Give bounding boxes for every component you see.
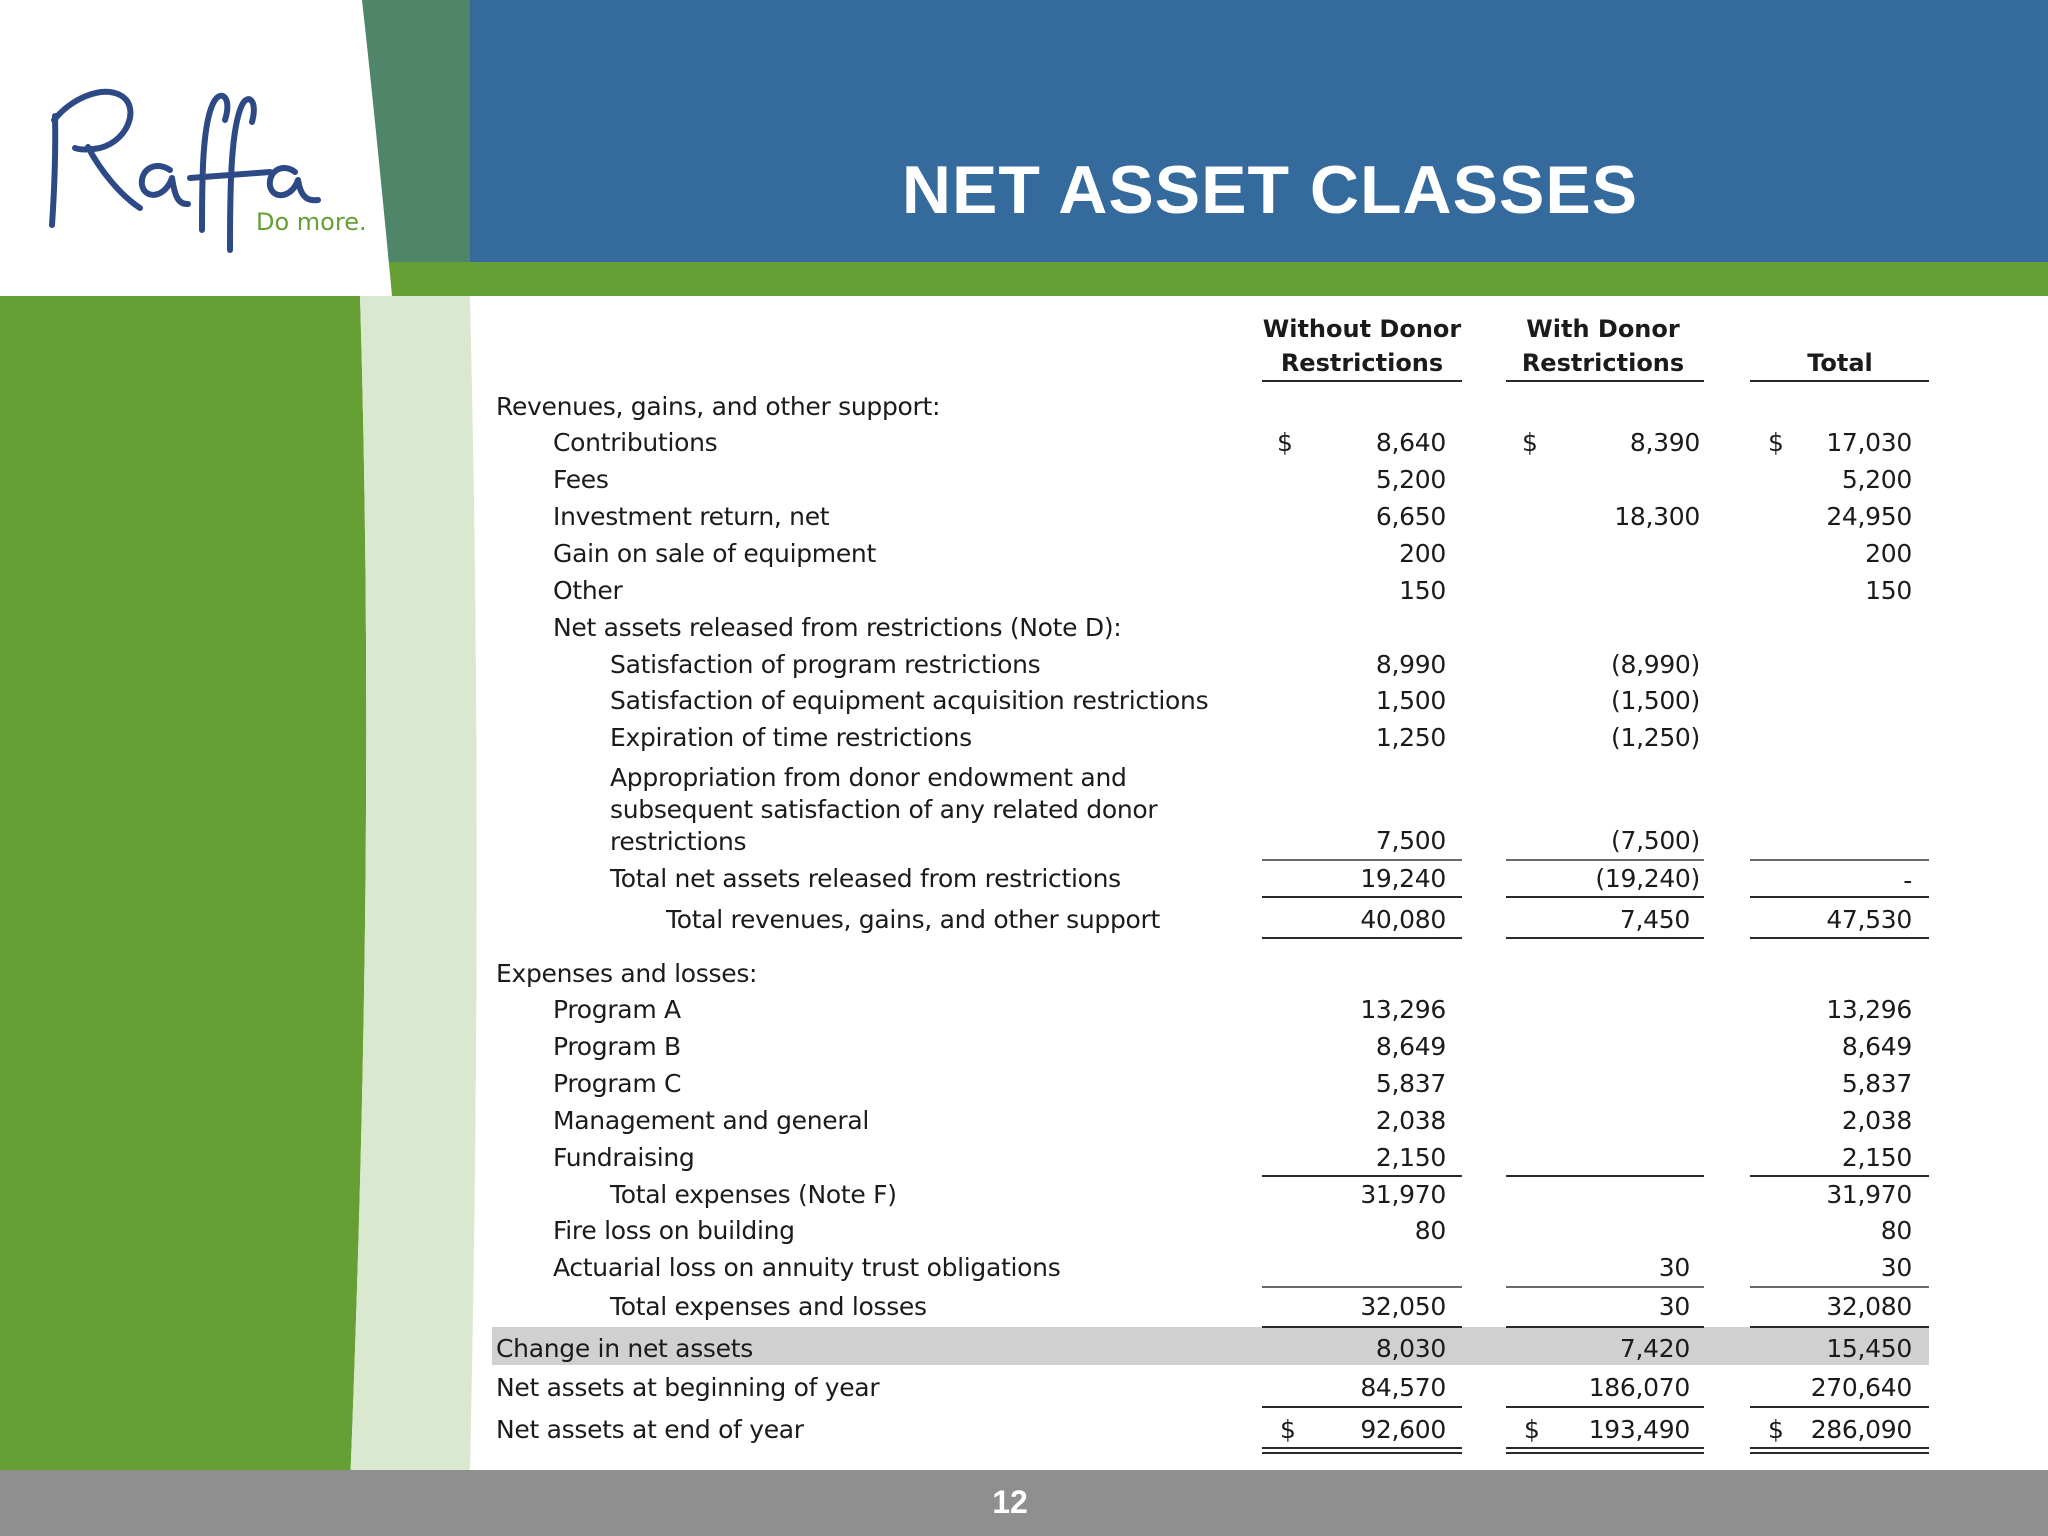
total-rule bbox=[1262, 937, 1462, 939]
row-label: Fundraising bbox=[553, 1143, 695, 1172]
subtotal-rule bbox=[1506, 1175, 1704, 1177]
double-rule bbox=[1262, 1452, 1462, 1454]
subtotal-rule bbox=[1262, 859, 1462, 861]
cell-total: 150 bbox=[1865, 576, 1912, 605]
cell-total: 31,970 bbox=[1826, 1180, 1912, 1209]
col-header-line: With Donor bbox=[1526, 315, 1680, 343]
cell-with-donor: (8,990) bbox=[1611, 650, 1700, 679]
col-header-without-donor bbox=[1262, 312, 1462, 380]
cell-without-donor: 1,250 bbox=[1375, 723, 1446, 752]
cell-total: 47,530 bbox=[1826, 905, 1912, 934]
row-label: Contributions bbox=[553, 428, 718, 457]
header-underline bbox=[1262, 380, 1462, 382]
col-header-line: Without Donor bbox=[1262, 315, 1462, 343]
subtotal-rule bbox=[1750, 859, 1929, 861]
cell-total: 80 bbox=[1880, 1216, 1912, 1245]
cell-with-donor: 186,070 bbox=[1588, 1373, 1690, 1402]
row-label: Satisfaction of equipment acquisition restrictions bbox=[610, 686, 1209, 715]
header-underline bbox=[1506, 380, 1704, 382]
row-label: Gain on sale of equipment bbox=[553, 539, 876, 568]
cell-without-donor: 2,150 bbox=[1375, 1143, 1446, 1172]
double-rule bbox=[1750, 1447, 1929, 1449]
cell-without-donor: 5,837 bbox=[1375, 1069, 1446, 1098]
total-rule bbox=[1750, 896, 1929, 898]
row-label: Expiration of time restrictions bbox=[610, 723, 972, 752]
cell-without-donor: 84,570 bbox=[1360, 1373, 1446, 1402]
col-header-with-donor bbox=[1506, 312, 1700, 380]
row-label: Net assets at beginning of year bbox=[496, 1373, 880, 1402]
cell-without-donor: 19,240 bbox=[1360, 864, 1446, 893]
cell-total: 286,090 bbox=[1810, 1415, 1912, 1444]
row-label-subtotal: Total expenses (Note F) bbox=[610, 1180, 897, 1209]
total-rule bbox=[1750, 1406, 1929, 1408]
currency-symbol: $ bbox=[1522, 428, 1538, 457]
total-rule bbox=[1750, 1326, 1929, 1328]
col-header-total bbox=[1750, 346, 1930, 380]
double-rule bbox=[1750, 1452, 1929, 1454]
cell-without-donor: 200 bbox=[1399, 539, 1446, 568]
slide-title: NET ASSET CLASSES bbox=[901, 152, 1639, 228]
total-rule bbox=[1262, 1406, 1462, 1408]
col-header-line: Restrictions bbox=[1280, 349, 1444, 377]
cell-without-donor: 8,640 bbox=[1375, 428, 1446, 457]
row-label-multiline bbox=[610, 762, 1157, 858]
row-label: Program B bbox=[553, 1032, 681, 1061]
cell-total: 2,038 bbox=[1841, 1106, 1912, 1135]
cell-total: - bbox=[1903, 866, 1912, 895]
cell-without-donor: 1,500 bbox=[1375, 686, 1446, 715]
cell-total: 200 bbox=[1865, 539, 1912, 568]
cell-without-donor: 31,970 bbox=[1360, 1180, 1446, 1209]
cell-without-donor: 6,650 bbox=[1375, 502, 1446, 531]
cell-without-donor: 80 bbox=[1414, 1216, 1446, 1245]
subtotal-rule bbox=[1506, 859, 1704, 861]
subtotal-rule bbox=[1750, 1175, 1929, 1177]
row-label: Management and general bbox=[553, 1106, 870, 1135]
subtotal-rule bbox=[1262, 1175, 1462, 1177]
row-label: Fire loss on building bbox=[553, 1216, 795, 1245]
row-label-change: Change in net assets bbox=[496, 1334, 753, 1363]
section-header-expenses: Expenses and losses: bbox=[496, 959, 758, 988]
cell-without-donor: 92,600 bbox=[1360, 1415, 1446, 1444]
total-rule bbox=[1750, 937, 1929, 939]
cell-without-donor: 40,080 bbox=[1360, 905, 1446, 934]
row-label: Actuarial loss on annuity trust obligations bbox=[553, 1253, 1061, 1282]
subtotal-rule bbox=[1506, 1286, 1704, 1288]
row-label-total: Total revenues, gains, and other support bbox=[666, 905, 1161, 934]
total-rule bbox=[1506, 896, 1704, 898]
cell-with-donor: 193,490 bbox=[1588, 1415, 1690, 1444]
total-rule bbox=[1262, 1326, 1462, 1328]
cell-with-donor: 7,450 bbox=[1619, 905, 1690, 934]
cell-total: 13,296 bbox=[1826, 995, 1912, 1024]
currency-symbol: $ bbox=[1524, 1415, 1540, 1444]
row-label-subtotal: Total net assets released from restrictions bbox=[610, 864, 1121, 893]
cell-total: 17,030 bbox=[1826, 428, 1912, 457]
currency-symbol: $ bbox=[1280, 1415, 1296, 1444]
cell-without-donor: 13,296 bbox=[1360, 995, 1446, 1024]
total-rule bbox=[1506, 937, 1704, 939]
col-header-line: Total bbox=[1807, 349, 1873, 377]
row-label-line: subsequent satisfaction of any related donor bbox=[610, 795, 1158, 824]
cell-with-donor: 18,300 bbox=[1614, 502, 1700, 531]
cell-with-donor: 30 bbox=[1658, 1253, 1690, 1282]
row-label-total: Total expenses and losses bbox=[610, 1292, 927, 1321]
cell-with-donor: 7,420 bbox=[1619, 1334, 1690, 1363]
double-rule bbox=[1262, 1447, 1462, 1449]
cell-total: 32,080 bbox=[1826, 1292, 1912, 1321]
row-label-line: Appropriation from donor endowment and bbox=[610, 763, 1127, 792]
cell-total: 2,150 bbox=[1841, 1143, 1912, 1172]
row-label: Program C bbox=[553, 1069, 682, 1098]
cell-without-donor: 8,649 bbox=[1375, 1032, 1446, 1061]
cell-without-donor: 8,030 bbox=[1375, 1334, 1446, 1363]
cell-without-donor: 8,990 bbox=[1375, 650, 1446, 679]
row-label: Investment return, net bbox=[553, 502, 830, 531]
subtotal-rule bbox=[1750, 1286, 1929, 1288]
row-label-total: Net assets at end of year bbox=[496, 1415, 804, 1444]
cell-total: 8,649 bbox=[1841, 1032, 1912, 1061]
cell-with-donor: (7,500) bbox=[1611, 826, 1700, 855]
currency-symbol: $ bbox=[1277, 428, 1293, 457]
logo-tagline: Do more. bbox=[256, 208, 367, 236]
total-rule bbox=[1506, 1406, 1704, 1408]
currency-symbol: $ bbox=[1768, 428, 1784, 457]
currency-symbol: $ bbox=[1768, 1415, 1784, 1444]
row-label: Other bbox=[553, 576, 623, 605]
row-label-line: restrictions bbox=[610, 827, 747, 856]
cell-without-donor: 2,038 bbox=[1375, 1106, 1446, 1135]
cell-without-donor: 7,500 bbox=[1375, 826, 1446, 855]
cell-total: 24,950 bbox=[1826, 502, 1912, 531]
cell-with-donor: 8,390 bbox=[1629, 428, 1700, 457]
total-rule bbox=[1506, 1326, 1704, 1328]
cell-total: 5,837 bbox=[1841, 1069, 1912, 1098]
cell-without-donor: 150 bbox=[1399, 576, 1446, 605]
double-rule bbox=[1506, 1447, 1704, 1449]
cell-total: 15,450 bbox=[1826, 1334, 1912, 1363]
cell-without-donor: 5,200 bbox=[1375, 465, 1446, 494]
subtotal-rule bbox=[1262, 1286, 1462, 1288]
row-label: Fees bbox=[553, 465, 609, 494]
page-number: 12 bbox=[992, 1484, 1028, 1520]
cell-total: 270,640 bbox=[1810, 1373, 1912, 1402]
cell-total: 5,200 bbox=[1841, 465, 1912, 494]
cell-without-donor: 32,050 bbox=[1360, 1292, 1446, 1321]
row-label: Satisfaction of program restrictions bbox=[610, 650, 1041, 679]
total-rule bbox=[1262, 896, 1462, 898]
cell-with-donor: (1,250) bbox=[1611, 723, 1700, 752]
col-header-line: Restrictions bbox=[1521, 349, 1685, 377]
row-label: Net assets released from restrictions (Note D): bbox=[553, 613, 1122, 642]
cell-with-donor: (19,240) bbox=[1595, 864, 1700, 893]
cell-total: 30 bbox=[1880, 1253, 1912, 1282]
section-header-revenues: Revenues, gains, and other support: bbox=[496, 392, 941, 421]
row-label: Program A bbox=[553, 995, 681, 1024]
cell-with-donor: 30 bbox=[1658, 1292, 1690, 1321]
header-underline bbox=[1750, 380, 1929, 382]
double-rule bbox=[1506, 1452, 1704, 1454]
cell-with-donor: (1,500) bbox=[1611, 686, 1700, 715]
